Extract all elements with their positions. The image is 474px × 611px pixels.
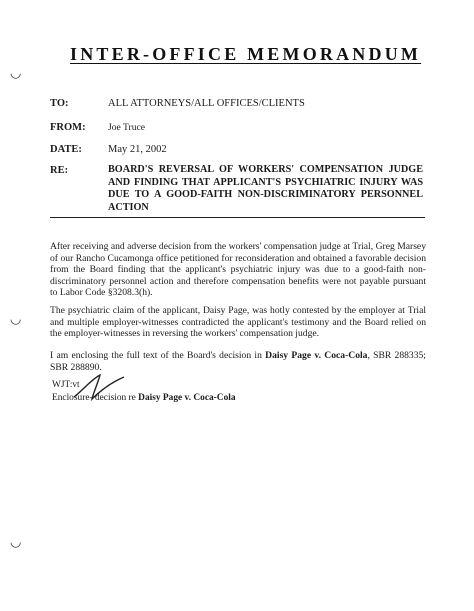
to-label: TO: bbox=[50, 98, 69, 109]
memo-title: INTER-OFFICE MEMORANDUM bbox=[70, 44, 422, 64]
punch-mark-middle: ◡ bbox=[10, 311, 22, 326]
paragraph-3-tail: , SBR 288335; SBR 288890. bbox=[50, 350, 426, 373]
punch-mark-top: ◡ bbox=[10, 65, 22, 80]
enclosure-case-name: Daisy Page v. Coca-Cola bbox=[138, 393, 236, 403]
paragraph-3-intro: I am enclosing the full text of the Board's decision in bbox=[50, 350, 266, 361]
enclosure-label: Enclosure- decision re bbox=[52, 393, 139, 403]
re-label: RE: bbox=[50, 165, 69, 176]
header-divider bbox=[50, 217, 425, 218]
body-paragraph-1: After receiving and adverse decision from the workers' compensation judge at Trial, Greg Marsey of our Rancho Cucamonga office petitioned for reconsideration and obtained a favorable decision from the Board finding that the applicant's psychiatric injury was due to a good-faith non-discriminatory personnel action and therefore compensation benefits were not payable pursuant to Labor Code §3208.3(h). bbox=[50, 241, 426, 298]
punch-mark-bottom: ◡ bbox=[10, 534, 22, 549]
to-value: ALL ATTORNEYS/ALL OFFICES/CLIENTS bbox=[108, 98, 305, 109]
from-label: FROM: bbox=[50, 122, 86, 133]
body-paragraph-3 bbox=[50, 350, 426, 373]
body-paragraph-2: The psychiatric claim of the applicant, Daisy Page, was hotly contested by the employer at Trial and multiple employer-witnesses contradicted the applicant's testimony and the Board relied on the employer-witnesses in reversing the workers' compensation judge. bbox=[50, 305, 426, 339]
paragraph-3-case-name: Daisy Page v. Coca-Cola bbox=[265, 350, 368, 361]
re-subject: BOARD'S REVERSAL OF WORKERS' COMPENSATION JUDGE AND FINDING THAT APPLICANT'S PSYCHIATRIC INJURY WAS DUE TO A GOOD-FAITH NON-DISCRIMINATORY PERSONNEL ACTION bbox=[108, 164, 423, 213]
date-value: May 21, 2002 bbox=[108, 144, 167, 155]
from-value: Joe Truce bbox=[108, 122, 146, 133]
date-label: DATE: bbox=[50, 144, 82, 155]
enclosure-line bbox=[52, 393, 236, 403]
signature-initials: WJT:vt bbox=[52, 380, 80, 390]
